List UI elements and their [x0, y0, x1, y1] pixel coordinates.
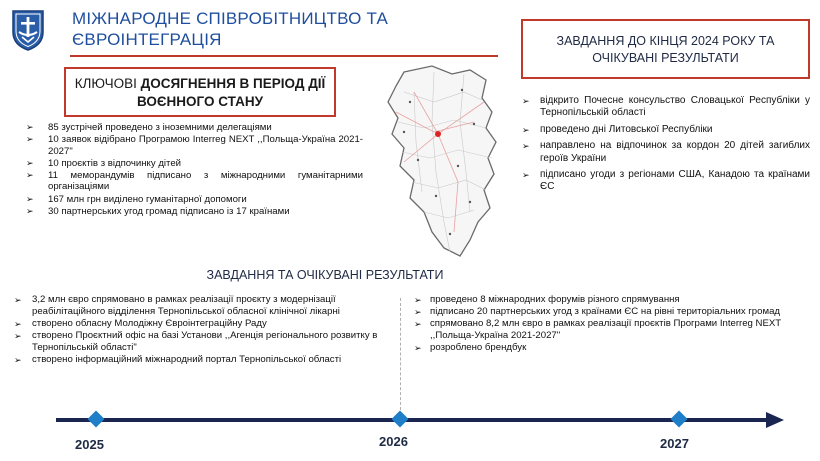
- list-item: ➢ направлено на відпочинок за кордон 20 дітей загиблих героїв України: [522, 140, 810, 164]
- list-item: ➢ розроблено брендбук: [414, 342, 527, 353]
- timeline-year-2026: 2026: [379, 434, 408, 449]
- tasks-title-line1: ЗАВДАННЯ ДО КІНЦЯ 2024 РОКУ ТА: [556, 34, 775, 48]
- timeline-year-2025: 2025: [75, 437, 104, 452]
- list-item: ➢ 10 проєктів з відпочинку дітей: [26, 157, 182, 169]
- tasks-2024-title: [523, 33, 808, 67]
- key-achievements-title: [66, 75, 334, 111]
- check-arrow-icon: ➢: [414, 307, 422, 317]
- page-title-line2: ЄВРОІНТЕГРАЦІЯ: [72, 30, 222, 49]
- check-arrow-icon: ➢: [26, 205, 34, 216]
- timeline-marker-2027: [671, 411, 688, 428]
- list-item: ➢ підписано 20 партнерських угод з країнами ЄС на рівні територіальних громад: [414, 306, 781, 317]
- key-title-part2: ДОСЯГНЕННЯ В ПЕРІОД ДІЇ: [140, 76, 326, 91]
- list-item: ➢ створено обласну Молодіжну Євроінтеграційну Раду: [14, 318, 267, 329]
- check-arrow-icon: ➢: [14, 295, 22, 305]
- check-arrow-icon: ➢: [26, 122, 34, 132]
- results-section-title: [0, 268, 820, 282]
- list-item: ➢ 11 меморандумів підписано з міжнародними гуманітарними організаціями: [26, 169, 363, 193]
- tasks-title-line2: ОЧІКУВАНІ РЕЗУЛЬТАТИ: [592, 51, 739, 65]
- check-arrow-icon: ➢: [414, 343, 422, 353]
- check-arrow-icon: ➢: [414, 319, 422, 329]
- tasks-2024-box: [521, 19, 810, 79]
- list-item: ➢ 3,2 млн євро спрямовано в рамках реалізації проєкту з модернізації реабілітаційного відділення Тернопільської обласної клінічної лікарні: [14, 294, 340, 317]
- key-achievements-box: [64, 67, 336, 117]
- list-item: ➢ проведено 8 міжнародних форумів різного спрямування: [414, 294, 680, 305]
- page-title: [72, 8, 432, 50]
- key-title-line2: ВОЄННОГО СТАНУ: [137, 94, 263, 109]
- check-arrow-icon: ➢: [26, 157, 34, 168]
- timeline-year-2027: 2027: [660, 436, 689, 451]
- coat-of-arms-icon: [10, 8, 46, 52]
- list-item: ➢ створено інформаційний міжнародний портал Тернопільської області: [14, 354, 342, 365]
- check-arrow-icon: ➢: [14, 355, 22, 365]
- check-arrow-icon: ➢: [522, 141, 530, 152]
- page-title-line1: МІЖНАРОДНЕ СПІВРОБІТНИЦТВО ТА: [72, 9, 389, 28]
- list-item: ➢ 167 млн грн виділено гуманітарної допомоги: [26, 193, 247, 205]
- check-arrow-icon: ➢: [26, 169, 34, 180]
- timeline-marker-2026: [392, 411, 409, 428]
- check-arrow-icon: ➢: [414, 295, 422, 305]
- list-item: ➢ підписано угоди з регіонами США, Канадою та країнами ЄС: [522, 169, 810, 193]
- title-underline: [70, 55, 498, 57]
- results-section-title-text: ЗАВДАННЯ ТА ОЧІКУВАНІ РЕЗУЛЬТАТИ: [206, 268, 444, 282]
- check-arrow-icon: ➢: [522, 170, 530, 181]
- list-item: ➢ відкрито Почесне консульство Словацької Республіки у Тернопільській області: [522, 95, 810, 119]
- results-right-list: [410, 294, 790, 354]
- timeline-marker-2025: [88, 411, 105, 428]
- list-item: ➢ створено Проєктний офіс на базі Установи ,,Агенція регіонального розвитку в Тернопільській області": [14, 330, 378, 353]
- tasks-2024-list: [510, 95, 810, 198]
- list-item: ➢ проведено дні Литовської Республіки: [522, 123, 713, 135]
- key-title-part1: КЛЮЧОВІ: [74, 76, 141, 91]
- check-arrow-icon: ➢: [26, 134, 34, 145]
- results-left-list: [10, 294, 396, 366]
- list-item: ➢ 10 заявок відібрано Програмою Interreg NEXT ,,Польща-Україна 2021-2027": [26, 134, 363, 157]
- check-arrow-icon: ➢: [14, 331, 22, 341]
- check-arrow-icon: ➢: [522, 124, 530, 135]
- check-arrow-icon: ➢: [522, 96, 530, 106]
- key-achievements-list: [18, 122, 363, 218]
- timeline-arrow: [56, 410, 786, 430]
- check-arrow-icon: ➢: [26, 193, 34, 204]
- list-item: ➢ 85 зустрічей проведено з іноземними делегаціями: [26, 122, 272, 133]
- list-item: ➢ спрямовано 8,2 млн євро в рамках реалізації проєктів Програми Interreg NEXT ,,Польща-Україна 2021-2027": [414, 318, 781, 341]
- column-divider: [400, 298, 401, 410]
- list-item: ➢ 30 партнерських угод громад підписано із 17 країнами: [26, 205, 290, 217]
- ternopil-oblast-map-icon: [374, 62, 514, 262]
- check-arrow-icon: ➢: [14, 319, 22, 329]
